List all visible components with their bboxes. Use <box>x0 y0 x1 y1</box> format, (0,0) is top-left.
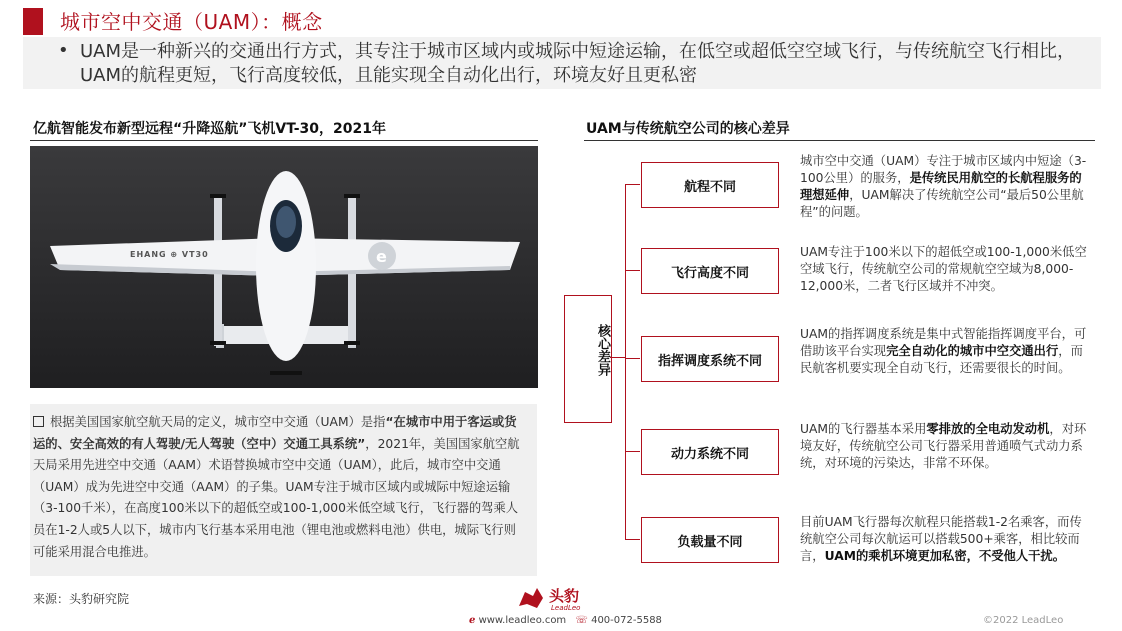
footer-contact <box>469 615 662 626</box>
copyright: ©2022 LeadLeo <box>983 615 1064 626</box>
connector-branch-1 <box>625 184 640 185</box>
summary-text: UAM是一种新兴的交通出行方式，其专注于城市区域内或城际中短途运输，在低空或超低空空域飞行，与传统航空飞行相比，UAM的航程更短，飞行高度较低，且能实现全自动化出行，环境友好且更私密 <box>80 41 1076 86</box>
difference-altitude: 飞行高度不同 <box>641 248 779 294</box>
website-link[interactable]: www.leadleo.com <box>478 615 567 626</box>
svg-text:e: e <box>376 247 387 266</box>
web-icon: ℯ <box>469 615 476 626</box>
difference-desc-altitude: UAM专注于100米以下的超低空或100-1,000米低空空域飞行，传统航空公司的常规航空空域为8,000-12,000米，二者飞行区域并不冲突。 <box>800 245 1087 293</box>
left-section-title: 亿航智能发布新型远程“升降巡航”飞机VT-30，2021年 <box>33 121 386 137</box>
connector-branch-4 <box>625 451 640 452</box>
connector-branch-3 <box>625 358 640 359</box>
leadleo-logo: 头豹 LeadLeo <box>515 584 615 618</box>
checkbox-bullet-icon <box>33 416 44 427</box>
right-section-title: UAM与传统航空公司的核心差异 <box>586 121 790 137</box>
difference-capacity: 负载量不同 <box>641 517 779 563</box>
difference-desc-range: 城市空中交通（UAM）专注于城市区域内中短途（3-100公里）的服务，是传统民用航空的长航程服务的理想延伸，UAM解决了传统航空公司“最后50公里航程”的问题。 <box>800 154 1087 219</box>
difference-desc-power: UAM的飞行器基本采用零排放的全电动发动机，对环境友好，传统航空公司飞行器采用普通喷气式动力系统，对环境的污染达，非常不环保。 <box>800 422 1087 470</box>
difference-range: 航程不同 <box>641 162 779 208</box>
core-difference-box: 核心差异 <box>564 295 612 423</box>
phone-number: 400-072-5588 <box>591 615 662 626</box>
aircraft-photo <box>30 146 538 388</box>
difference-desc-dispatch: UAM的指挥调度系统是集中式智能指挥调度平台，可借助该平台实现完全自动化的城市中空交通出行，而民航客机要实现全自动飞行，还需要很长的时间。 <box>800 327 1087 375</box>
connector-spine <box>625 184 626 540</box>
summary-bullet: • <box>58 40 69 61</box>
connector-branch-5 <box>625 539 640 540</box>
connector-branch-2 <box>625 270 640 271</box>
connector-stem <box>610 357 625 358</box>
phone-icon: ☏ <box>575 615 588 626</box>
title-accent-bar <box>23 8 43 35</box>
difference-power: 动力系统不同 <box>641 429 779 475</box>
difference-dispatch: 指挥调度系统不同 <box>641 336 779 382</box>
left-section-divider <box>30 140 538 141</box>
source-note: 来源：头豹研究院 <box>33 592 130 606</box>
right-section-divider <box>584 140 1095 141</box>
difference-desc-capacity: 目前UAM飞行器每次航程只能搭载1-2名乘客，而传统航空公司每次航运可以搭载500+乘客，相比较而言，UAM的乘机环境更加私密，不受他人干扰。 <box>800 515 1082 563</box>
page-title: 城市空中交通（UAM）：概念 <box>60 10 323 34</box>
definition-text: 根据美国国家航空航天局的定义，城市空中交通（UAM）是指“在城市中用于客运或货运的、安全高效的有人驾驶/无人驾驶（空中）交通工具系统”，2021年，美国国家航空航天局采用先进空中交通（AAM）术语替换城市空中交通（UAM），此后，城市空中交通（UAM）成为先进空中交通（AAM）的子集。UAM专注于城市区域内或城际中短途运输（3-100千米），在高度100米以下的超低空或100-1,000米低空域飞行，飞行器的驾乘人员在1-2人或5人以下，城市内飞行基本采用电池（锂电池或燃料电池）供电，城际飞行则可能采用混合电推进。 <box>33 415 520 559</box>
aircraft-label: EHANG ⊕ VT30 <box>130 250 209 259</box>
